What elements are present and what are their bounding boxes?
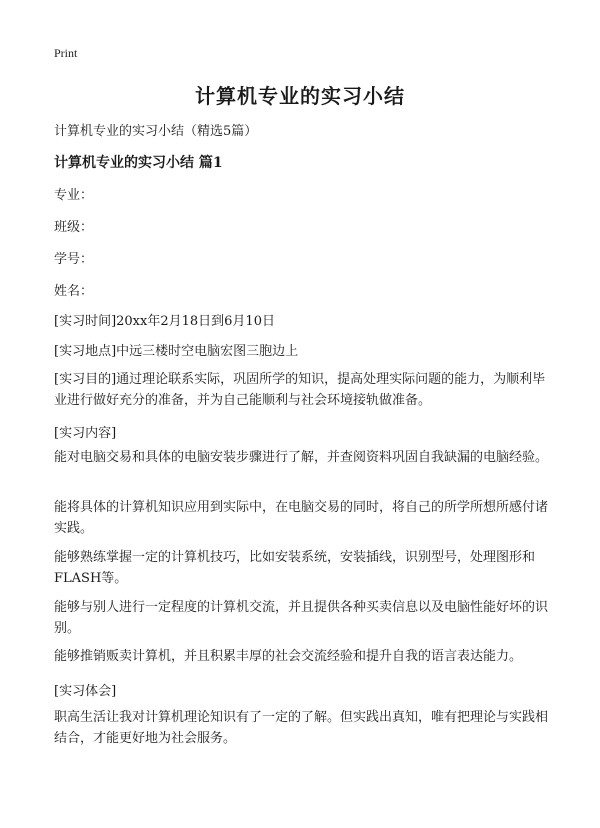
- internship-location: [实习地点]中远三楼时空电脑宏图三胞边上: [54, 344, 299, 359]
- document-subtitle: 计算机专业的实习小结（精选5篇）: [54, 124, 258, 139]
- field-major: 专业：: [54, 188, 94, 203]
- internship-purpose: [实习目的]通过理论联系实际，巩固所学的知识，提高处理实际问题的能力，为顺利毕业进行做好充分的准备，并为自己能顺利与社会环境接轨做准备。: [54, 372, 546, 408]
- content-item: 能够与别人进行一定程度的计算机交流，并且提供各种买卖信息以及电脑性能好坏的识别。: [54, 600, 549, 636]
- internship-time: [实习时间]20xx年2月18日到6月10日: [54, 314, 275, 329]
- section-heading: 计算机专业的实习小结 篇1: [54, 155, 223, 171]
- experience-text: 职高生活让我对计算机理论知识有了一定的了解。但实践出真知，唯有把理论与实践相结合，才能更好地为社会服务。: [54, 710, 549, 746]
- content-item: 能将具体的计算机知识应用到实际中，在电脑交易的同时，将自己的所学所想所感付诸实践。: [54, 500, 549, 536]
- print-label[interactable]: Print: [54, 46, 78, 60]
- field-student-id: 学号：: [54, 252, 94, 267]
- experience-label: [实习体会]: [54, 684, 117, 699]
- content-item: 能够熟练掌握一定的计算机技巧，比如安装系统，安装插线，识别型号，处理图形和FLASH等。: [54, 550, 536, 586]
- content-item: 能对电脑交易和具体的电脑安装步骤进行了解，并查阅资料巩固自我缺漏的电脑经验。: [54, 450, 549, 465]
- content-label: [实习内容]: [54, 426, 117, 441]
- field-name: 姓名：: [54, 284, 94, 299]
- content-item: 能够推销贩卖计算机，并且积累丰厚的社会交流经验和提升自我的语言表达能力。: [54, 649, 523, 664]
- page-title: 计算机专业的实习小结: [195, 84, 405, 108]
- field-class: 班级：: [54, 220, 94, 235]
